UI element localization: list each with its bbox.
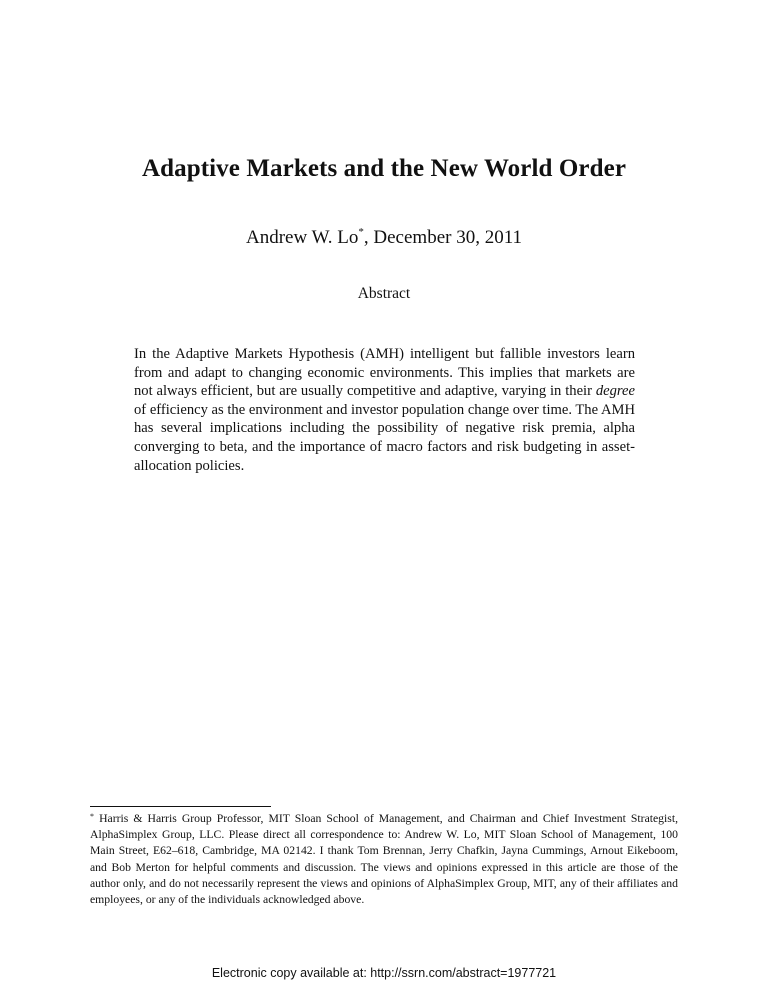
author-name: Andrew W. Lo xyxy=(245,227,359,248)
paper-title: Adaptive Markets and the New World Order xyxy=(141,155,627,182)
publication-date: , December 30, 2011 xyxy=(363,227,522,248)
footnote-text: Harris & Harris Group Professor, MIT Sloan School of Management, and Chairman and Chief Investment Strategist, AlphaSimplex Group, LLC. Please direct all correspondence to: Andrew W. Lo, MIT Sloan School of Management, 100 Main Street, E62–618, Cambridge, MA 02142. I thank Tom Brennan, Jerry Chafkin, Jayna Cummings, Arnout Eikeboom, and Bob Merton for helpful comments and discussion. The views and opinions expressed in this article are those of the author only, and do not necessarily represent the views and opinions of AlphaSimplex Group, MIT, any of their affiliates and employees, or any of the individuals acknowledged above. xyxy=(90,812,678,907)
ssrn-footer: Electronic copy available at: http://ssrn.com/abstract=1977721 xyxy=(211,966,557,980)
abstract-text-part1: In the Adaptive Markets Hypothesis (AMH) intelligent but fallible investors learn from and adapt to changing economic environments. This implies that markets are not always efficient, but are usually competitive and adaptive, varying in their xyxy=(134,346,635,400)
abstract-body xyxy=(134,345,635,475)
abstract-emphasis: degree xyxy=(595,383,635,400)
author-date-line xyxy=(0,227,768,249)
abstract-heading: Abstract xyxy=(357,285,411,302)
footnote-marker: * xyxy=(90,812,94,821)
abstract-text-part2: of efficiency as the environment and investor population change over time. The AMH has several implications including the possibility of negative risk premia, alpha converging to beta, and the importance of macro factors and risk budgeting in asset-allocation policies. xyxy=(134,401,635,474)
author-footnote-marker: * xyxy=(358,226,364,238)
author-footnote xyxy=(90,811,678,908)
footnote-divider xyxy=(90,806,271,807)
